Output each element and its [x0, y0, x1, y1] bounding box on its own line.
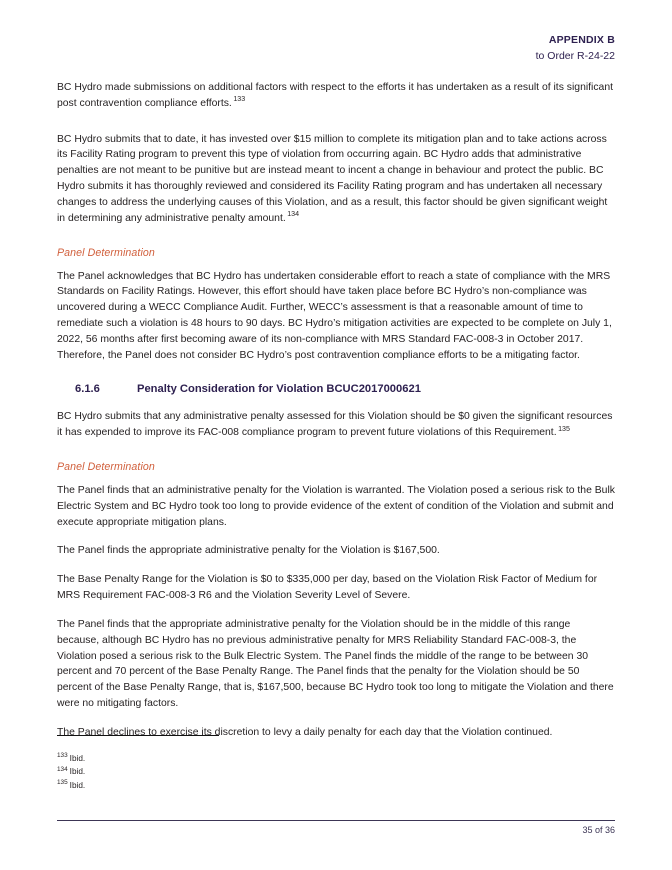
footnote-marker-134[interactable]: 134 — [287, 210, 300, 219]
paragraph-additional-factors — [57, 80, 615, 112]
footnote-marker-135[interactable]: 135 — [558, 424, 570, 433]
footnote-text: Ibid. — [69, 767, 86, 777]
footnote-number: 135 — [57, 778, 68, 786]
order-reference: to Order R-24-22 — [535, 50, 615, 63]
footnote-area — [57, 735, 615, 792]
paragraph-text: BC Hydro submits that to date, it has invested over $15 million to complete its mitigation plan and to take actions across its Facility Rating program to prevent this type of violation from occurring again. BC Hydro adds that administrative penalties are not meant to be punitive but are instead meant to incent a change in behaviour and protect the public. BC Hydro submits it has thoroughly reviewed and considered its Facility Rating program and has undertaken all necessary changes to address the underlying causes of this Violation, and as a result, this factor should be given significant weight in determining any administrative penalty amount. — [57, 133, 608, 224]
panel-determination-heading-1: Panel Determination — [57, 246, 155, 259]
panel-determination-heading-2: Panel Determination — [57, 461, 155, 473]
footer-separator-rule — [57, 820, 615, 821]
footnote-item — [57, 752, 615, 765]
paragraph-penalty-amount: The Panel finds the appropriate administrative penalty for the Violation is $167,500. — [57, 545, 440, 557]
footnote-item — [57, 765, 615, 778]
footnote-text: Ibid. — [69, 780, 86, 790]
footnote-marker-133[interactable]: 133 — [233, 95, 246, 104]
section-heading-6-1-6 — [57, 383, 615, 395]
page-number: 35 of 36 — [582, 825, 615, 835]
footnote-number: 133 — [57, 752, 68, 760]
footnote-number: 134 — [57, 765, 68, 773]
paragraph-middle-of-range: The Panel finds that the appropriate administrative penalty for the Violation should be in the middle of this range because, although BC Hydro has no previous administrative penalty for MRS Reliability Standard FAC-008-3, the Violation posed a serious risk to the Bulk Electric System. The Panel finds the middle of the range to be between 30 percent and 70 percent of the Base Penalty Range. The Panel finds that the penalty for the Violation should be 50 percent of the Base Penalty Range, that is, $167,500, because BC Hydro took too long to mitigate the Violation and there were no mitigating factors. — [57, 618, 614, 709]
document-footer — [57, 820, 615, 835]
paragraph-base-penalty-range: The Base Penalty Range for the Violation is $0 to $335,000 per day, based on the Violation Risk Factor of Medium for MRS Requirement FAC-008-3 R6 and the Violation Severity Level of Severe. — [57, 574, 598, 602]
document-body — [57, 80, 615, 754]
section-title: Penalty Consideration for Violation BCUC2017000621 — [137, 383, 421, 396]
paragraph-panel-acknowledges: The Panel acknowledges that BC Hydro has undertaken considerable effort to reach a state of compliance with the MRS Standards on Facility Ratings. However, this effort should have taken place before BC Hydro’s non-compliance was uncovered during a WECC Compliance Audit. Further, WECC’s assessment is that a reasonable amount of time to remediate such a violation is 48 hours to 90 days. BC Hydro’s mitigation activities are expected to be complete on July 1, 2022, 56 months after first becoming aware of its non-compliance with MRS Standard FAC-008-3 in October 2017. Therefore, the Panel does not consider BC Hydro’s post contravention compliance efforts to be a mitigating factor. — [57, 270, 612, 361]
footnote-separator-rule — [57, 735, 219, 736]
paragraph-text: BC Hydro made submissions on additional factors with respect to the efforts it has undertaken as a result of its significant post contravention compliance efforts. — [57, 82, 613, 109]
footnote-text: Ibid. — [69, 754, 86, 763]
footnote-item — [57, 779, 615, 792]
paragraph-penalty-warranted: The Panel finds that an administrative penalty for the Violation is warranted. The Violation posed a serious risk to the Bulk Electric System and BC Hydro took too long to provide evidence of the extent of condition of the Violation and submit and execute appropriate mitigation plans. — [57, 485, 615, 528]
paragraph-bchydro-investment — [57, 132, 615, 227]
section-number: 6.1.6 — [75, 383, 100, 396]
appendix-label: APPENDIX B — [548, 34, 615, 46]
paragraph-text: BC Hydro submits that any administrative penalty assessed for this Violation should be $0 given the significant resources it has expended to improve its FAC-008 compliance program to prevent future violations of this Requirement. — [57, 411, 613, 439]
document-header — [57, 33, 615, 64]
paragraph-declines-daily-penalty: The Panel declines to exercise its discretion to levy a daily penalty for each day that the Violation continued. — [57, 726, 553, 738]
paragraph-bchydro-submits-zero — [57, 409, 615, 441]
